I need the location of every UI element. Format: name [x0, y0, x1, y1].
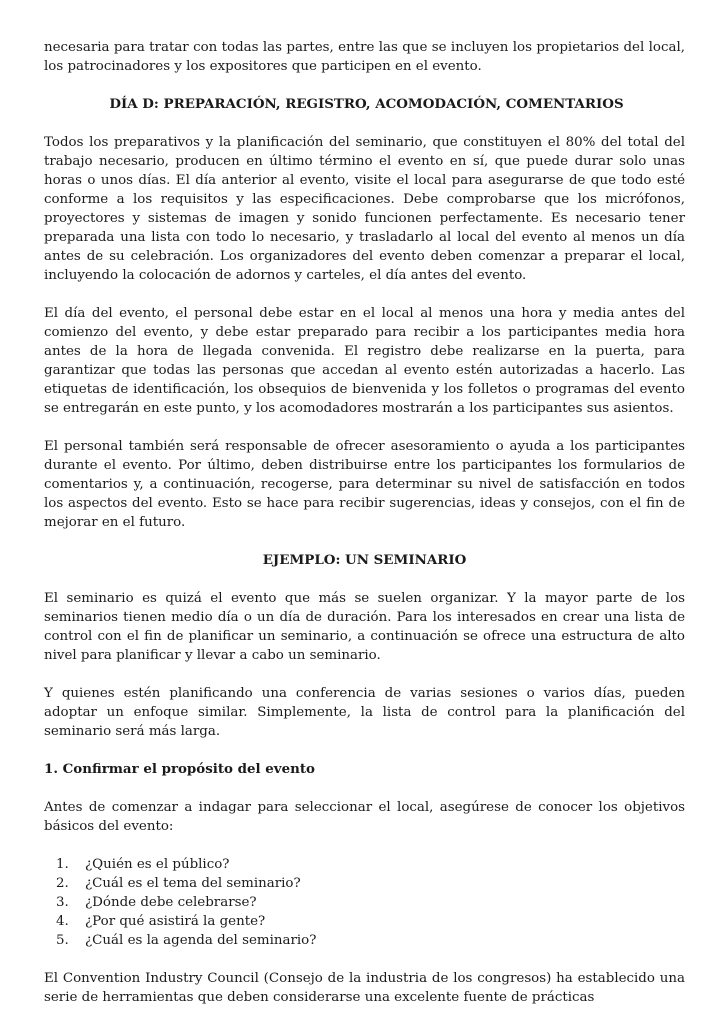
paragraph-proposito-1: Antes de comenzar a indagar para seleccionar el local, asegúrese de conocer los objetivos básicos del evento:: [44, 800, 685, 834]
list-item: [44, 912, 685, 931]
list-item-number: 1.: [56, 857, 69, 872]
list-item: [44, 893, 685, 912]
document-page: [44, 38, 685, 1007]
paragraph-dia-d-2: El día del evento, el personal debe estar en el local al menos una hora y media antes del comienzo del evento, y debe estar preparado para recibir a los participantes media hora antes de la hora de llegada convenida. El registro debe realizarse en la puerta, para garantizar que todas las personas que accedan al evento estén autorizadas a hacerlo. Las etiquetas de identificación, los obsequios de bienvenida y los folletos o programas del evento se entregarán en este punto, y los acomodadores mostrarán a los participantes sus asientos.: [44, 306, 685, 416]
paragraph-closing: El Convention Industry Council (Consejo de la industria de los congresos) ha establecido una serie de herramientas que deben considerarse una excelente fuente de prácticas: [44, 971, 685, 1005]
question-list: [44, 855, 685, 950]
list-item: [44, 874, 685, 893]
list-item-number: 5.: [56, 933, 69, 948]
list-item-text: ¿Dónde debe celebrarse?: [85, 895, 257, 910]
list-item-number: 4.: [56, 914, 69, 929]
paragraph-intro-continued: necesaria para tratar con todas las partes, entre las que se incluyen los propietarios del local, los patrocinadores y los expositores que participen en el evento.: [44, 40, 685, 74]
heading-dia-d: DÍA D: PREPARACIÓN, REGISTRO, ACOMODACIÓN, COMENTARIOS: [109, 96, 624, 112]
list-item-text: ¿Cuál es la agenda del seminario?: [85, 933, 317, 948]
list-item: [44, 931, 685, 950]
list-item-number: 2.: [56, 876, 69, 891]
list-item-text: ¿Quién es el público?: [85, 857, 230, 872]
list-item-number: 3.: [56, 895, 69, 910]
paragraph-dia-d-3: El personal también será responsable de ofrecer asesoramiento o ayuda a los participantes durante el evento. Por último, deben distribuirse entre los participantes los formularios de comentarios y, a continuación, recogerse, para determinar su nivel de satisfacción en todos los aspectos del evento. Esto se hace para recibir sugerencias, ideas y consejos, con el fin de mejorar en el futuro.: [44, 439, 685, 530]
heading-ejemplo: EJEMPLO: UN SEMINARIO: [262, 552, 467, 568]
paragraph-ejemplo-2: Y quienes estén planificando una conferencia de varias sesiones o varios días, pueden adoptar un enfoque similar. Simplemente, la lista de control para la planificación del seminario será más larga.: [44, 686, 685, 739]
heading-section-1: 1. Confirmar el propósito del evento: [44, 761, 315, 777]
paragraph-dia-d-1: Todos los preparativos y la planificación del seminario, que constituyen el 80% del total del trabajo necesario, producen en último término el evento en sí, que puede durar solo unas horas o unos días. El día anterior al evento, visite el local para asegurarse de que todo esté conforme a los requisitos y las especificaciones. Debe comprobarse que los micrófonos, proyectores y sistemas de imagen y sonido funcionen perfectamente. Es necesario tener preparada una lista con todo lo necesario, y trasladarlo al local del evento al menos un día antes de su celebración. Los organizadores del evento deben comenzar a preparar el local, incluyendo la colocación de adornos y carteles, el día antes del evento.: [44, 135, 685, 283]
list-item: [44, 855, 685, 874]
list-item-text: ¿Cuál es el tema del seminario?: [85, 876, 301, 891]
list-item-text: ¿Por qué asistirá la gente?: [85, 914, 266, 929]
paragraph-ejemplo-1: El seminario es quizá el evento que más se suelen organizar. Y la mayor parte de los seminarios tienen medio día o un día de duración. Para los interesados en crear una lista de control con el fin de planificar un seminario, a continuación se ofrece una estructura de alto nivel para planificar y llevar a cabo un seminario.: [44, 591, 685, 663]
